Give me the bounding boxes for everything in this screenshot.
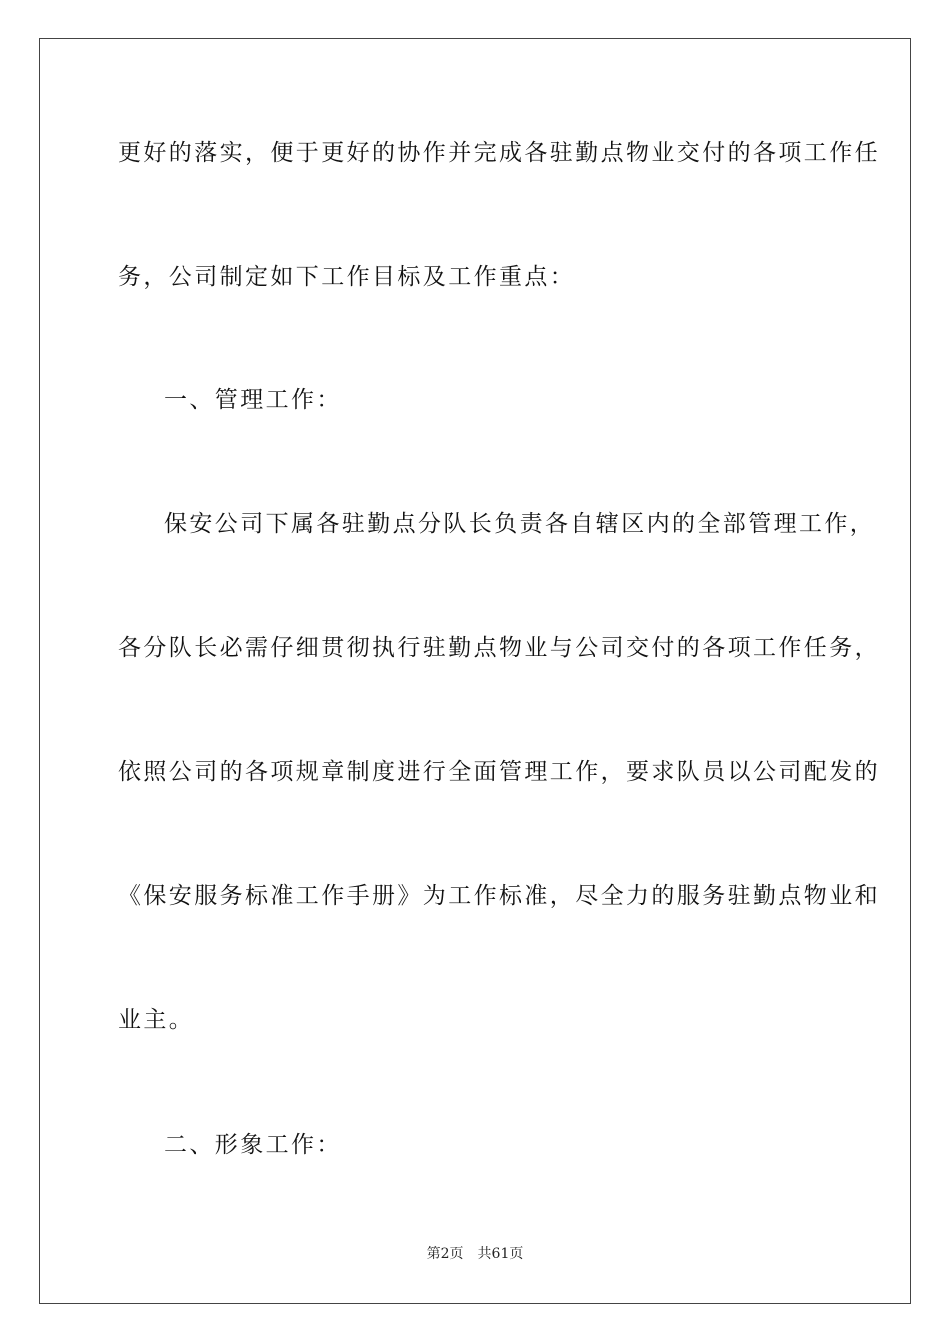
section-heading-management: 一、管理工作： <box>164 387 342 413</box>
page-frame <box>39 38 911 1304</box>
section-heading-image: 二、形象工作： <box>164 1132 342 1158</box>
text-line-2: 务，公司制定如下工作目标及工作重点： <box>118 264 576 290</box>
text-line-7: 《保安服务标准工作手册》为工作标准，尽全力的服务驻勤点物业和 <box>118 883 880 909</box>
text-line-4: 保安公司下属各驻勤点分队长负责各自辖区内的全部管理工作， <box>164 511 876 537</box>
text-line-5: 各分队长必需仔细贯彻执行驻勤点物业与公司交付的各项工作任务， <box>118 635 880 661</box>
text-line-6: 依照公司的各项规章制度进行全面管理工作，要求队员以公司配发的 <box>118 759 880 785</box>
text-line-8: 业主。 <box>118 1007 195 1033</box>
page-number-total: 共61页 <box>477 1246 524 1262</box>
text-line-1: 更好的落实，便于更好的协作并完成各驻勤点物业交付的各项工作任 <box>118 140 880 166</box>
page-number-current: 第2页 <box>426 1246 464 1262</box>
page-footer <box>0 1244 950 1264</box>
